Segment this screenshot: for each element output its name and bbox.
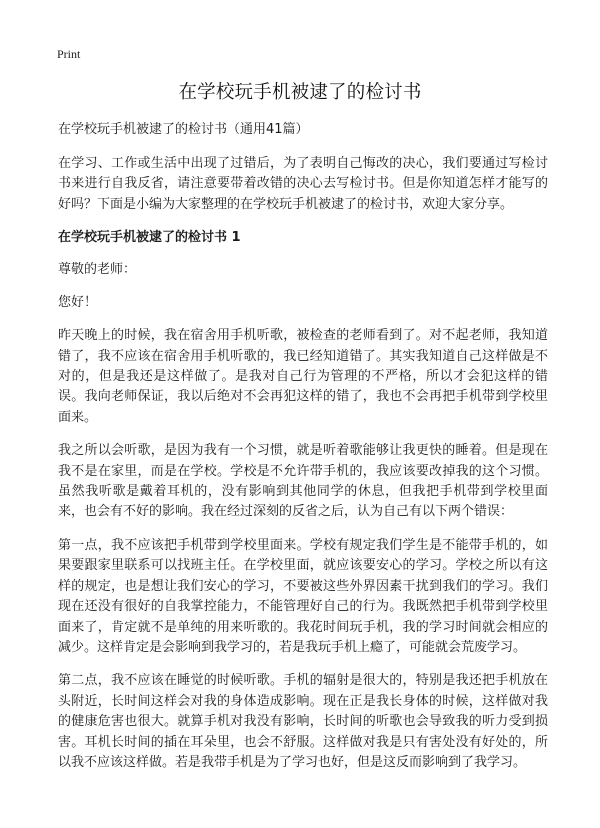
intro-paragraph: 在学习、工作或生活中出现了过错后，为了表明自己悔改的决心，我们要通过写检讨书来进行自我反省，请注意要带着改错的决心去写检讨书。但是你知道怎样才能写的好吗？下面是小编为大家整理的在学校玩手机被逮了的检讨书，欢迎大家分享。: [58, 156, 548, 212]
document-subtitle: 在学校玩手机被逮了的检讨书（通用41篇）: [58, 122, 309, 137]
body-paragraph: 昨天晚上的时候，我在宿舍用手机听歌，被检查的老师看到了。对不起老师，我知道错了，我不应该在宿舍用手机听歌的，我已经知道错了。其实我知道自己这样做是不对的，但是我还是这样做了。是我对自己行为管理的不严格，所以才会犯这样的错误。我向老师保证，我以后绝对不会再犯这样的错了，我也不会再把手机带到学校里面来。: [58, 328, 548, 425]
print-link[interactable]: Print: [57, 47, 81, 61]
body-paragraph: 我之所以会听歌，是因为我有一个习惯，就是听着歌能够让我更快的睡着。但是现在我不是在家里，而是在学校。学校是不允许带手机的，我应该要改掉我的这个习惯。虽然我听歌是戴着耳机的，没有影响到其他同学的休息，但我把手机带到学校里面来，也会有不好的影响。我在经过深刻的反省之后，认为自己有以下两个错误：: [58, 443, 548, 520]
document-body: [58, 120, 548, 786]
section-heading: 在学校玩手机被逮了的检讨书 1: [58, 230, 241, 246]
body-paragraph: 第二点，我不应该在睡觉的时候听歌。手机的辐射是很大的，特别是我还把手机放在头附近，长时间这样会对我的身体造成影响。现在正是我长身体的时候，这样做对我的健康危害也很大。就算手机对我没有影响，长时间的听歌也会导致我的听力受到损害。耳机长时间的插在耳朵里，也会不舒服。这样做对我是只有害处没有好处的，所以我不应该这样做。若是我带手机是为了学习也好，但是这反而影响到了我学习。: [58, 673, 548, 770]
body-paragraph: 第一点，我不应该把手机带到学校里面来。学校有规定我们学生是不能带手机的，如果要跟家里联系可以找班主任。在学校里面，就应该要安心的学习。学校之所以有这样的规定，也是想让我们安心的学习，不要被这些外界因素干扰到我们的学习。我们现在还没有很好的自我掌控能力，不能管理好自己的行为。我既然把手机带到学校里面来了，肯定就不是单纯的用来听歌的。我花时间玩手机，我的学习时间就会相应的减少。这样肯定是会影响到我学习的，若是我玩手机上瘾了，可能就会荒废学习。: [58, 537, 548, 655]
page-title: 在学校玩手机被逮了的检讨书: [178, 82, 422, 103]
greeting: 您好！: [58, 295, 98, 311]
salutation: 尊敬的老师：: [58, 262, 137, 278]
